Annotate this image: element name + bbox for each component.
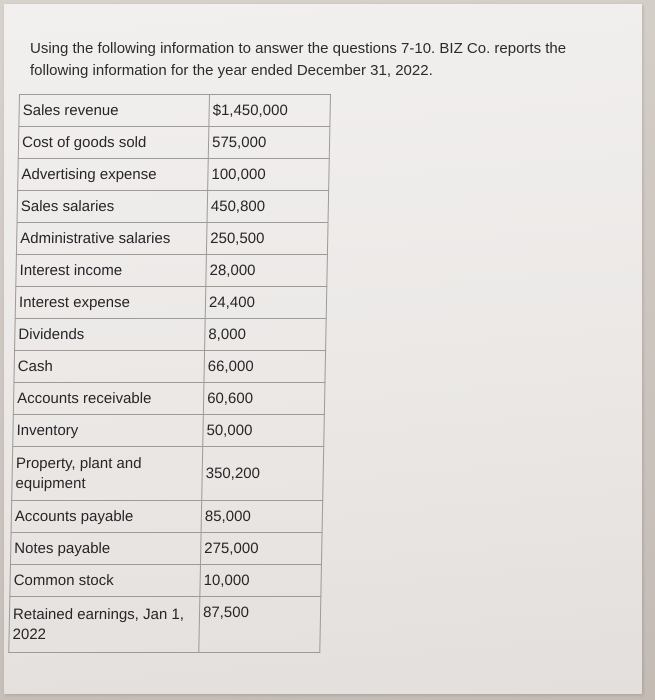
table-row (9, 597, 321, 653)
table-row (14, 351, 326, 383)
intro-text: Using the following information to answer the questions 7-10. BIZ Co. reports the following information for the year ended December 31, 2022. (30, 40, 567, 79)
row-value: 28,000 (206, 255, 328, 287)
row-label: Accounts receivable (13, 383, 204, 415)
table-row (18, 127, 330, 159)
table-row (11, 501, 323, 533)
row-value: 575,000 (208, 127, 330, 159)
row-label: Inventory (13, 415, 204, 447)
row-label: Notes payable (10, 533, 201, 565)
row-label: Retained earnings, Jan 1, 2022 (9, 597, 200, 653)
row-value: 450,800 (207, 191, 329, 223)
table-row (13, 383, 325, 415)
table-row (19, 95, 331, 127)
row-value: 50,000 (203, 415, 325, 447)
table-row (13, 415, 325, 447)
table-row (15, 319, 327, 351)
table-row (16, 223, 328, 255)
row-label: Interest income (16, 255, 207, 287)
row-value: 350,200 (202, 447, 324, 501)
row-value: 66,000 (204, 351, 326, 383)
row-value: 87,500 (199, 597, 321, 653)
row-value: 85,000 (201, 501, 323, 533)
row-value: 250,500 (206, 223, 328, 255)
table-row (17, 191, 329, 223)
row-label: Cash (14, 351, 205, 383)
row-label: Dividends (15, 319, 206, 351)
paper-sheet (4, 4, 642, 694)
row-value: 100,000 (208, 159, 330, 191)
row-value: 10,000 (200, 565, 322, 597)
row-label: Sales revenue (19, 95, 210, 127)
table-row (18, 159, 330, 191)
row-label: Advertising expense (18, 159, 209, 191)
row-value: 8,000 (205, 319, 327, 351)
row-value: 60,600 (203, 383, 325, 415)
table-row (15, 287, 327, 319)
row-label: Administrative salaries (16, 223, 207, 255)
table-row (10, 565, 322, 597)
row-label: Sales salaries (17, 191, 208, 223)
table-row (16, 255, 328, 287)
row-label: Interest expense (15, 287, 206, 319)
table-row (12, 447, 324, 501)
row-value: $1,450,000 (209, 95, 331, 127)
financial-data-table (8, 94, 331, 653)
row-value: 24,400 (205, 287, 327, 319)
row-value: 275,000 (200, 533, 322, 565)
row-label: Accounts payable (11, 501, 202, 533)
row-label: Common stock (10, 565, 201, 597)
row-label: Property, plant and equipment (12, 447, 203, 501)
table-row (10, 533, 322, 565)
row-label: Cost of goods sold (18, 127, 209, 159)
